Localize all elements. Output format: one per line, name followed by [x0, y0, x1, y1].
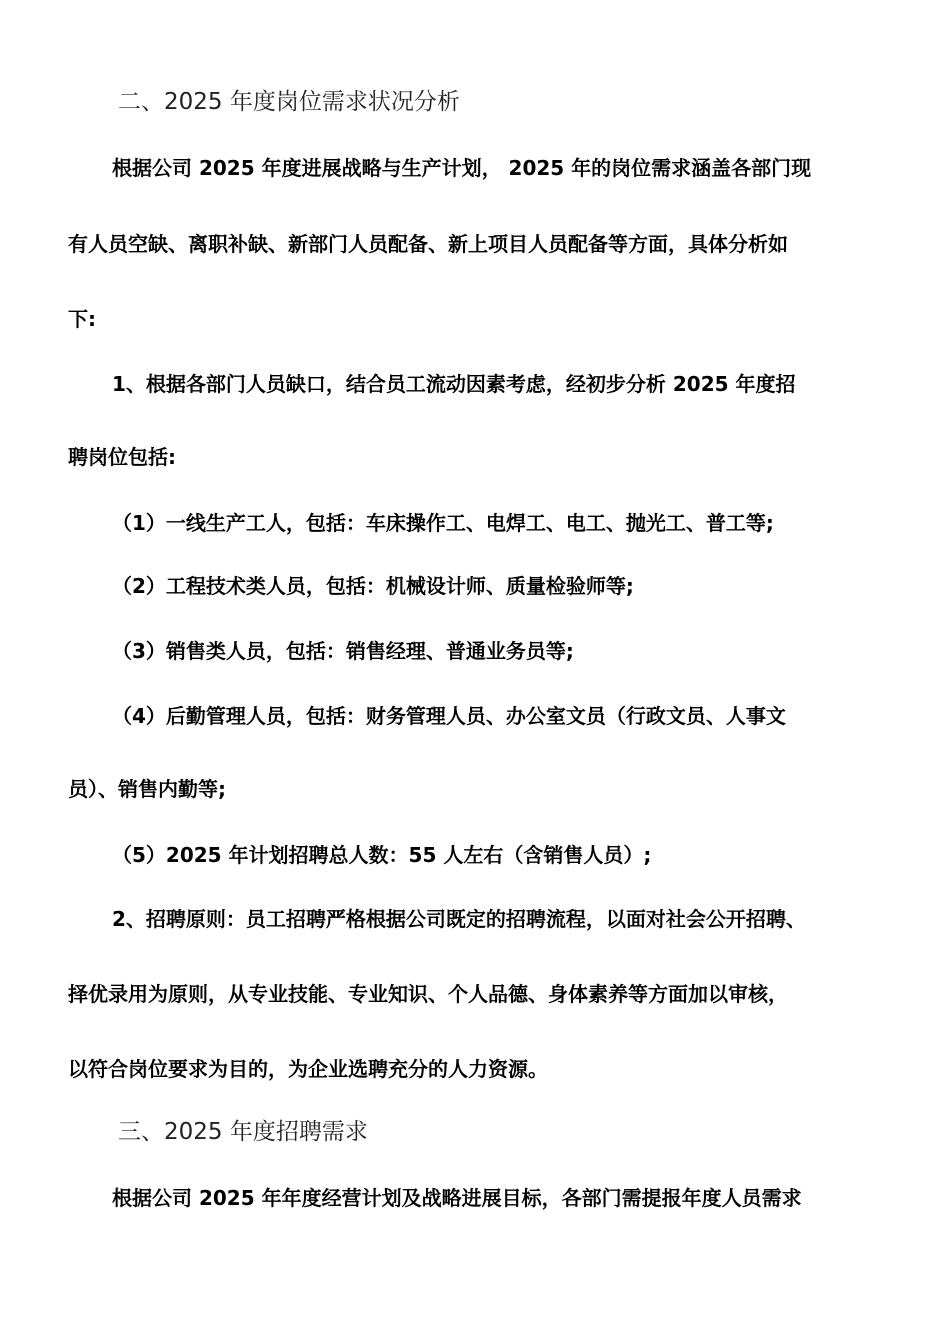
list-item: （3）销售类人员，包括：销售经理、普通业务员等; [112, 639, 574, 663]
paragraph-line: 择优录用为原则，从专业技能、专业知识、个人品德、身体素养等方面加以审核， [68, 982, 788, 1006]
paragraph-line: 有人员空缺、离职补缺、新部门人员配备、新上项目人员配备等方面，具体分析如 [68, 232, 788, 256]
paragraph-line: 根据公司 2025 年度进展战略与生产计划， 2025 年的岗位需求涵盖各部门现 [112, 156, 812, 180]
paragraph-line: 下: [68, 307, 96, 331]
section-heading: 二、2025 年度岗位需求状况分析 [118, 89, 460, 115]
list-item: （2）工程技术类人员，包括：机械设计师、质量检验师等; [112, 574, 634, 598]
list-item: （5）2025 年计划招聘总人数：55 人左右（含销售人员）; [112, 843, 652, 867]
paragraph-line: 2、招聘原则：员工招聘严格根据公司既定的招聘流程，以面对社会公开招聘、 [112, 907, 806, 931]
list-item-continuation: 员）、销售内勤等; [68, 777, 226, 801]
list-item: （4）后勤管理人员，包括：财务管理人员、办公室文员（行政文员、人事文 [112, 704, 786, 728]
paragraph-line: 以符合岗位要求为目的，为企业选聘充分的人力资源。 [68, 1057, 548, 1081]
list-item: （1）一线生产工人，包括：车床操作工、电焊工、电工、抛光工、普工等; [112, 511, 774, 535]
section-heading: 三、2025 年度招聘需求 [118, 1119, 368, 1145]
paragraph-line: 1、根据各部门人员缺口，结合员工流动因素考虑，经初步分析 2025 年度招 [112, 372, 796, 396]
paragraph-line: 根据公司 2025 年年度经营计划及战略进展目标，各部门需提报年度人员需求 [112, 1186, 802, 1210]
paragraph-line: 聘岗位包括: [68, 445, 176, 469]
